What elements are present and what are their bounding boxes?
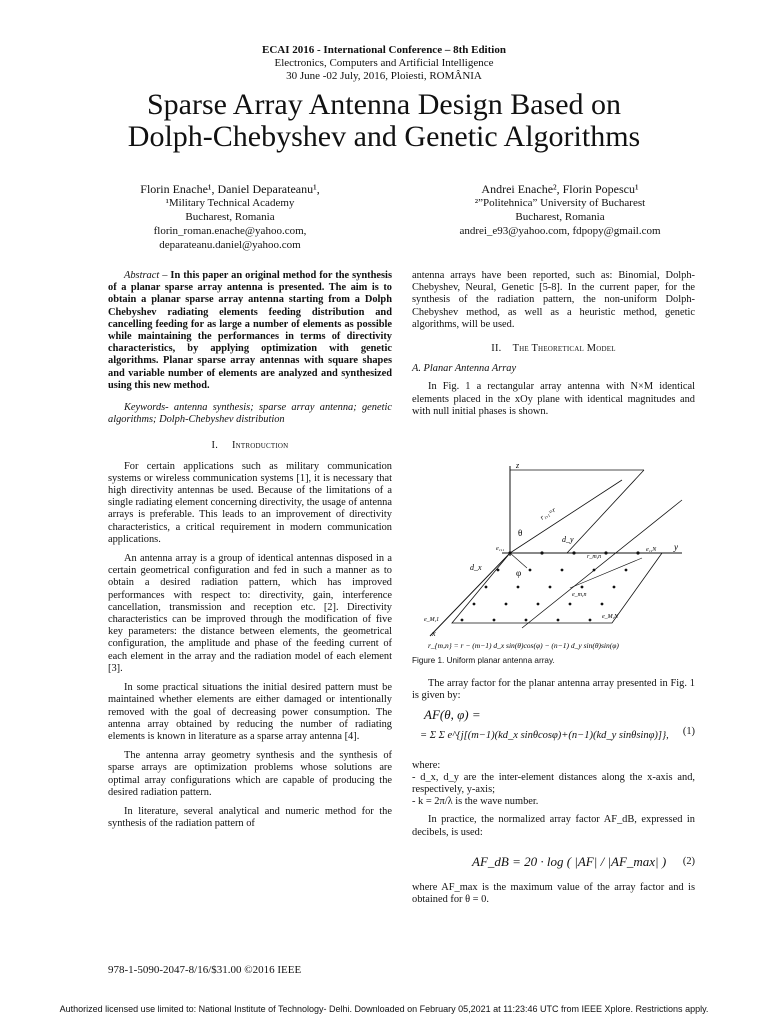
equation-1-number: (1) (682, 725, 695, 737)
label-r11: r₁,₁=r (538, 505, 558, 522)
authors-right-email: andrei_e93@yahoo.com, fdpopy@gmail.com (459, 225, 661, 237)
right-column (412, 270, 695, 425)
where-item-1: - d_x, d_y are the inter-element distances along the x-axis and, respectively, y-axis; (412, 771, 695, 796)
conference-subtitle: Electronics, Computers and Artificial Intelligence (274, 57, 494, 69)
label-dy: d_y (562, 535, 574, 544)
figure-equation: r_{m,n} = r − (m−1) d_x sin(θ)cos(φ) − (n−1) d_y sin(θ)sin(φ) (428, 641, 619, 650)
paper-title-line2: Dolph-Chebyshev and Genetic Algorithms (127, 120, 641, 153)
rmn-vector (570, 558, 642, 588)
right-column-lower (412, 678, 695, 913)
authors-left-email2: deparateanu.daniel@yahoo.com (159, 239, 301, 251)
section-1-title: Introduction (232, 440, 289, 452)
abstract-label: Abstract – (124, 270, 168, 281)
equation-2-number: (2) (682, 855, 695, 867)
authors-right (410, 182, 710, 238)
intro-paragraph-1: For certain applications such as military communication systems or wireless communication systems [1], it is necessary that high directivity antennas be used. Because of the limitations of a single radiating element concerning directivity, the usage of antenna arrays is preferable. This leads to an improvement of directivity characteristics, a critical requirement in modern communication applications. (108, 460, 392, 545)
where-item-2: - k = 2π/λ is the wave number. (412, 796, 539, 808)
label-x: x (432, 629, 436, 638)
authors-left (110, 182, 350, 252)
intro-paragraph-5: In literature, several analytical and numeric method for the synthesis of the radiation pattern of (108, 805, 392, 830)
authors-right-affil: ²”Politehnica” University of Bucharest (474, 197, 646, 209)
section-2-number: II. (491, 343, 502, 355)
label-y: y (674, 542, 678, 552)
label-z: z (516, 461, 520, 470)
conference-name: ECAI 2016 - International Conference – 8th Edition (262, 44, 506, 56)
label-eM1: e_M,1 (424, 617, 440, 623)
abstract-text: In this paper an original method for the synthesis of a planar sparse array antenna is presented. The aim is to obtain a planar sparse array antenna starting from a Dolph Chebyshev radiating elements feeding distribution and cancelling feeding for as large a number of elements as possible while maintaining the performances in terms of directivity characteristics, by applying optimization with genetic algorithms. Planar sparse array antennas with square shapes and variable number of elements are analyzed and synthesized using this new method. (108, 270, 392, 391)
authors-left-city: Bucharest, Romania (185, 211, 275, 223)
authors-right-city: Bucharest, Romania (515, 211, 605, 223)
equation-2 (412, 846, 695, 882)
label-emn: e_m,n (572, 592, 587, 598)
section-1-number: I. (211, 440, 219, 452)
section-2-title: The Theoretical Model (512, 343, 616, 355)
figure-1-caption: Figure 1. Uniform planar antenna array. (412, 656, 555, 665)
intro-paragraph-4: The antenna array geometry synthesis and the synthesis of sparse arrays are optimization problems whose solutions are optimal array configurations which are capable of producing the desired radiation pattern. (108, 750, 392, 798)
section-1-heading (108, 440, 392, 452)
right-paragraph-2: The array factor for the planar antenna array presented in Fig. 1 is given by: (412, 678, 695, 702)
label-phi: φ (516, 568, 522, 578)
array-plane (452, 553, 662, 623)
authors-right-names: Andrei Enache², Florin Popescu¹ (481, 182, 639, 196)
authors-left-names: Florin Enache¹, Daniel Deparateanu¹, (140, 182, 320, 196)
right-paragraph-3: In practice, the normalized array factor AF_dB, expressed in decibels, is used: (412, 814, 695, 838)
section-2-heading (412, 343, 695, 355)
equation-1-rhs: = Σ Σ e^{j[(m−1)(kd_x sinθcosφ)+(n−1)(kd_y sinθsinφ)]}, (420, 729, 669, 741)
paper-title-line1: Sparse Array Antenna Design Based on (146, 88, 622, 121)
left-column (108, 270, 392, 837)
label-theta: θ (518, 528, 523, 538)
license-footer: Authorized licensed use limited to: National Institute of Technology- Delhi. Downloaded on February 05,2021 at 11:23:46 UTC from IEEE Xplore. Restrictions apply. (59, 1004, 709, 1014)
ref-line-diag (567, 470, 644, 553)
label-rmn: r_m,n (587, 554, 602, 560)
array-elements (461, 551, 640, 621)
authors-left-affil: ¹Military Technical Academy (165, 197, 295, 209)
label-e11: e₁,₁ (496, 546, 505, 552)
equation-2-body: AF_dB = 20 · log ( |AF| / |AF_max| ) (472, 853, 667, 869)
phi-proj (510, 553, 527, 568)
equation-1 (420, 722, 695, 756)
label-e1n: e₁,N (646, 547, 657, 553)
keywords: Keywords- antenna synthesis; sparse array antenna; genetic algorithms; Dolph-Chebyshev distribution (108, 402, 392, 426)
equation-1-lhs: AF(θ, φ) = (424, 707, 481, 723)
where-label: where: (412, 759, 441, 771)
intro-paragraph-2: An antenna array is a group of identical antennas disposed in a certain geometrical configuration and fed in such a manner as to obtain a desired radiation pattern, which has improved performances with respect to: directivity, gain, interference cancellation, transmission and reception etc. [2]. Directivity characteristics can be improved through the modification of five key parameters: the distance between elements, the geometrical configuration, the amplitude and phase of the feeding current of each element in the array and the radiation model of each element [3]. (108, 553, 392, 674)
label-emN: e_M,N (602, 614, 619, 620)
right-paragraph-0: antenna arrays have been reported, such as: Binomial, Dolph-Chebyshev, Neural, Genetic [5-8]. In the current paper, for the synthesis of the radiation pattern, the non-uniform Dolph-Chebyshev method, as well as a heuristic method, genetic algorithms, will be used. (412, 270, 695, 330)
figure-1-diagram (412, 458, 702, 654)
authors-left-email1: florin_roman.enache@yahoo.com, (153, 225, 307, 237)
intro-paragraph-3: In some practical situations the initial desired pattern must be maintained whether elements are either damaged or intentionally removed with the goal of decreasing power consumption. The antenna array obtained by reducing the number of radiating elements is known in literature as a sparse array antenna [4]. (108, 682, 392, 742)
subsection-a-heading: A. Planar Antenna Array (412, 363, 517, 375)
abstract (108, 270, 392, 392)
conference-date: 30 June -02 July, 2016, Ploiesti, ROMÂNIA (286, 70, 482, 82)
isbn-line: 978-1-5090-2047-8/16/$31.00 ©2016 IEEE (108, 964, 302, 976)
right-paragraph-1: In Fig. 1 a rectangular array antenna with N×M identical elements placed in the xOy plane with identical magnitudes and with null initial phases is shown. (412, 381, 695, 417)
right-paragraph-4: where AF_max is the maximum value of the array factor and is obtained for θ = 0. (412, 881, 695, 906)
label-dx: d_x (470, 563, 482, 572)
